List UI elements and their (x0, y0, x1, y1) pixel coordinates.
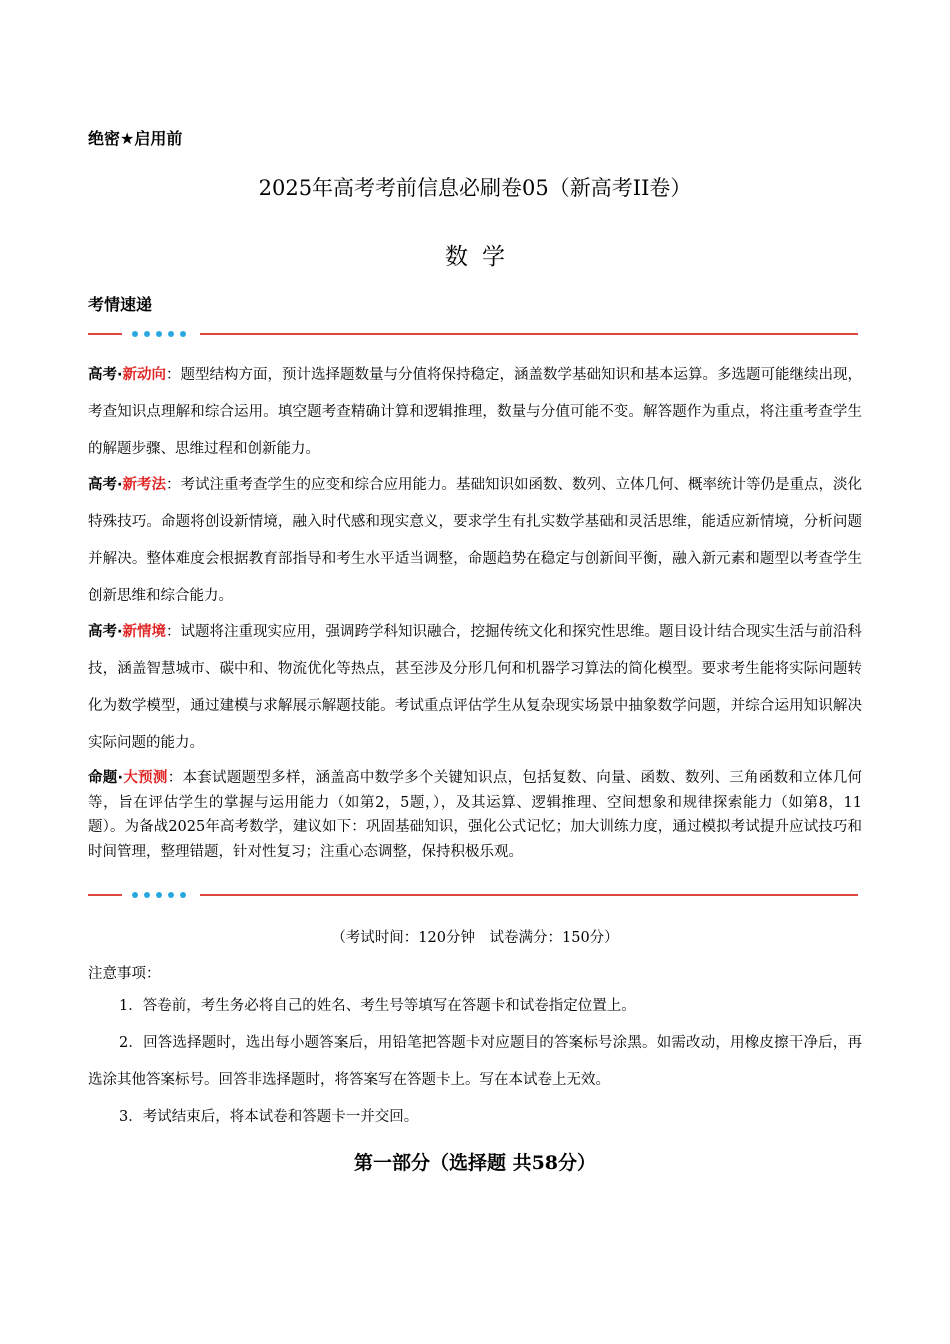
intel-text: ：考试注重考查学生的应变和综合应用能力。基础知识如函数、数列、立体几何、概率统计等仍是重点，淡化特殊技巧。命题将创设新情境，融入时代感和现实意义，要求学生有扎实数学基础和灵活思维，能适应新情境，分析问题并解决。整体难度会根据教育部指导和考生水平适当调整，命题趋势在稳定与创新间平衡，融入新元素和题型以考查学生创新思维和综合能力。 (88, 477, 863, 604)
intel-label-prefix: 命题· (88, 770, 124, 786)
intel-label-highlight: 新考法 (122, 477, 167, 493)
note-item: 1．答卷前，考生务必将自己的姓名、考生号等填写在答题卡和试卷指定位置上。 (119, 998, 636, 1014)
divider-top (88, 329, 858, 339)
intel-label-prefix: 高考· (88, 477, 123, 493)
exam-title: 2025年高考考前信息必刷卷05（新高考II卷） (258, 176, 692, 200)
note-item: 2．回答选择题时，选出每小题答案后，用铅笔把答题卡对应题目的答案标号涂黑。如需改动，用橡皮擦干净后，再选涂其他答案标号。回答非选择题时，将答案写在答题卡上。写在本试卷上无效。 (88, 1035, 862, 1088)
intel-label-highlight: 大预测 (123, 770, 168, 786)
intel-label-prefix: 高考· (88, 624, 123, 640)
intel-heading: 考情速递 (88, 295, 153, 314)
intel-text: ：本套试题题型多样，涵盖高中数学多个关键知识点，包括复数、向量、函数、数列、三角函数和立体几何等，旨在评估学生的掌握与运用能力（如第2，5题，），及其运算、逻辑推理、空间想象和规律探索能力（如第8，11题）。为备战2025年高考数学，建议如下：巩固基础知识，强化公式记忆；加大训练力度，通过模拟考试提升应试技巧和时间管理，整理错题，针对性复习；注重心态调整，保持积极乐观。 (88, 770, 863, 860)
intel-text: ：题型结构方面，预计选择题数量与分值将保持稳定，涵盖数学基础知识和基本运算。多选题可能继续出现，考查知识点理解和综合运用。填空题考查精确计算和逻辑推理，数量与分值可能不变。解答题作为重点，将注重考查学生的解题步骤、思维过程和创新能力。 (88, 367, 863, 457)
part-title: 第一部分（选择题 共58分） (353, 1152, 597, 1174)
intel-label-highlight: 新情境 (122, 624, 167, 640)
intel-text: ：试题将注重现实应用，强调跨学科知识融合，挖掘传统文化和探究性思维。题目设计结合现实生活与前沿科技，涵盖智慧城市、碳中和、物流优化等热点，甚至涉及分形几何和机器学习算法的简化模型。要求考生能将实际问题转化为数学模型，通过建模与求解展示解题技能。考试重点评估学生从复杂现实场景中抽象数学问题，并综合运用知识解决实际问题的能力。 (88, 624, 863, 751)
confidential-label: 绝密★启用前 (88, 129, 183, 148)
intel-new-trend (88, 357, 862, 468)
notes-heading: 注意事项： (88, 966, 161, 982)
note-item: 3．考试结束后，将本试卷和答题卡一并交回。 (119, 1109, 419, 1125)
intel-new-method (88, 467, 862, 615)
subject-title: 数学 (445, 244, 519, 270)
intel-label-prefix: 高考· (88, 367, 123, 383)
intel-prediction (88, 766, 862, 864)
exam-time-info: （考试时间：120分钟 试卷满分：150分） (331, 930, 619, 946)
intel-label-highlight: 新动向 (122, 367, 167, 383)
divider-bottom (88, 890, 858, 900)
intel-new-context (88, 614, 862, 762)
